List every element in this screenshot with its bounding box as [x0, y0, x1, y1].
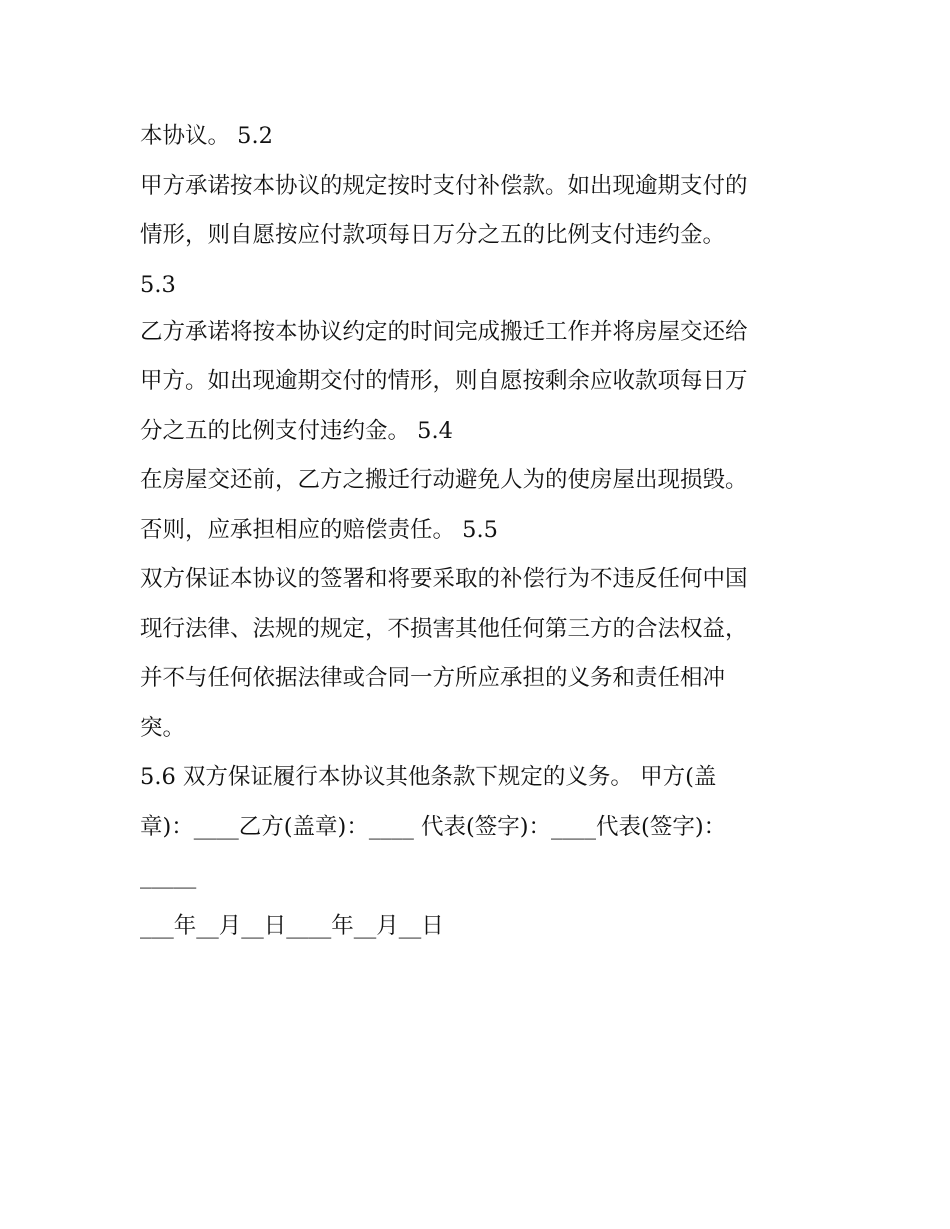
text-line: 分之五的比例支付违约金。 5.4 [140, 417, 453, 444]
text-line: 突。 [140, 714, 186, 741]
text-line: 现行法律、法规的规定，不损害其他任何第三方的合法权益， [140, 615, 748, 642]
date-line: ___年__月__日____年__月__日 [140, 912, 444, 939]
text-line: 双方保证本协议的签署和将要采取的补偿行为不违反任何中国 [140, 566, 748, 592]
text-line: 5.6 双方保证履行本协议其他条款下规定的义务。 甲方(盖 [140, 764, 717, 790]
clause-number: 5.3 [140, 271, 176, 298]
text-line: 甲方承诺按本协议的规定按时支付补偿款。如出现逾期支付的 [140, 172, 748, 199]
signature-blank: _____ [140, 863, 197, 889]
text-line: 在房屋交还前，乙方之搬迁行动避免人为的使房屋出现损毁。 [140, 467, 748, 493]
text-line: 情形，则自愿按应付款项每日万分之五的比例支付违约金。 [140, 222, 726, 248]
signature-line: 章)：____乙方(盖章)：____ 代表(签字)：____代表(签字)： [140, 813, 727, 840]
text-line: 并不与任何依据法律或合同一方所应承担的义务和责任相冲 [140, 665, 726, 691]
text-line: 甲方。如出现逾期交付的情形，则自愿按剩余应收款项每日万 [140, 368, 748, 394]
text-line: 否则，应承担相应的赔偿责任。 5.5 [140, 516, 498, 543]
text-line: 乙方承诺将按本协议约定的时间完成搬迁工作并将房屋交还给 [140, 318, 748, 345]
text-line: 本协议。 5.2 [140, 123, 273, 149]
agreement-text [140, 112, 820, 951]
